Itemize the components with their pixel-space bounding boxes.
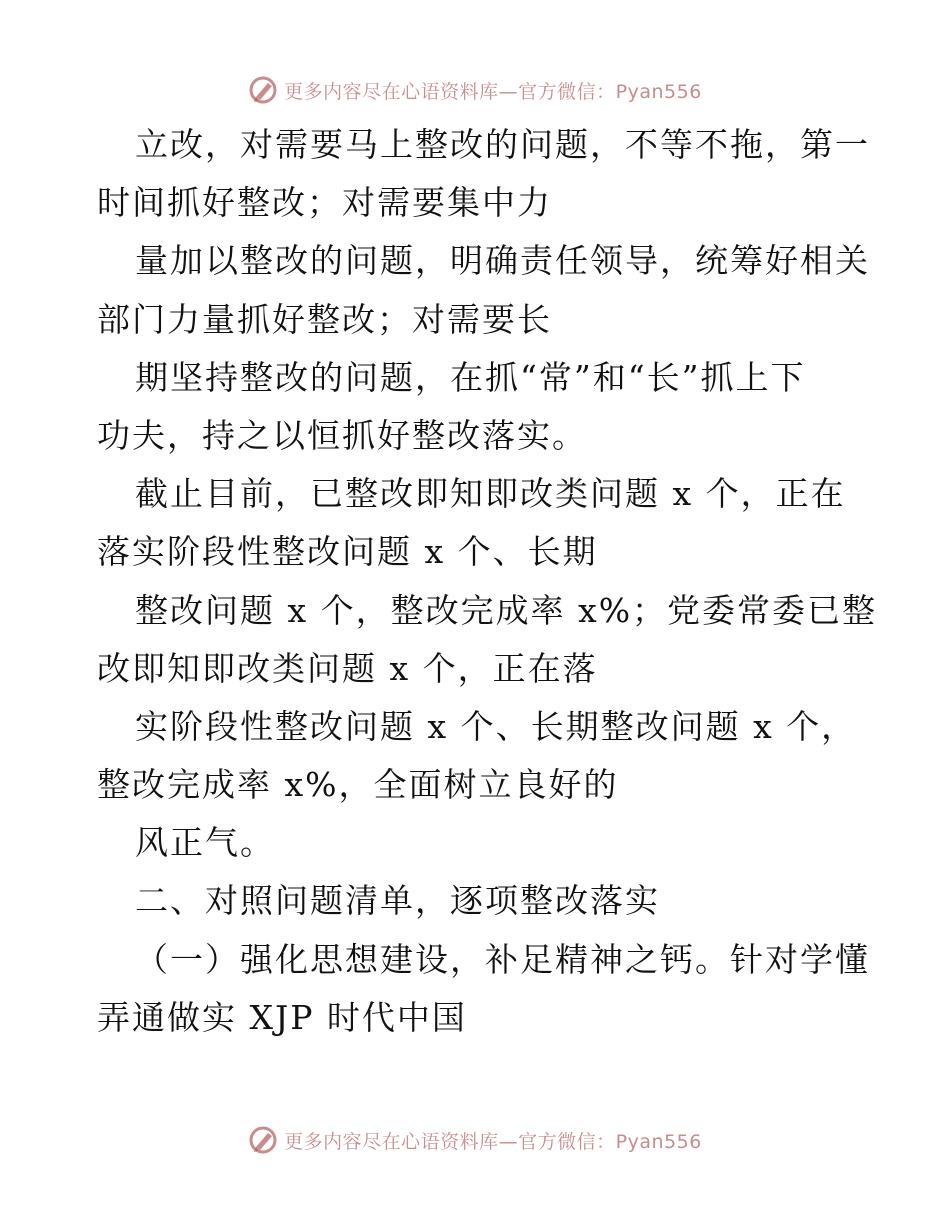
text-line: 立改，对需要马上整改的问题，不等不拖，第一: [135, 125, 870, 164]
text-line: 量加以整改的问题，明确责任领导，统筹好相关: [135, 241, 870, 281]
text-line: 功夫，持之以恒抓好整改落实。: [97, 415, 587, 455]
text-line: 改即知即改类问题 x 个，正在落: [97, 648, 598, 688]
text-line: 弄通做实 XJP 时代中国: [97, 997, 467, 1037]
pen-logo-icon: [248, 1125, 278, 1155]
text-line: 实阶段性整改问题 x 个、长期整改问题 x 个，: [135, 706, 857, 746]
text-line: 时间抓好整改；对需要集中力: [97, 183, 552, 223]
footer-watermark: [0, 1120, 950, 1160]
footer-watermark-text: 更多内容尽在心语资料库—官方微信：Pyan556: [284, 1130, 702, 1153]
text-line: 部门力量抓好整改；对需要长: [97, 299, 552, 339]
document-body: [97, 116, 878, 1047]
text-line: 截止目前，已整改即知即改类问题 x 个，正在: [135, 474, 846, 514]
pen-logo-icon: [248, 75, 278, 105]
header-watermark-text: 更多内容尽在心语资料库—官方微信：Pyan556: [284, 80, 702, 103]
text-line: 期坚持整改的问题，在抓“常”和“长”抓上下: [135, 357, 806, 397]
text-line: （一）强化思想建设，补足精神之钙。针对学懂: [135, 939, 870, 979]
text-line: 整改完成率 x%，全面树立良好的: [97, 765, 619, 805]
text-line: 整改问题 x 个，整改完成率 x%；党委常委已整: [135, 590, 878, 630]
text-line: 二、对照问题清单，逐项整改落实: [135, 881, 660, 921]
header-watermark: [0, 70, 950, 110]
text-line: 风正气。: [135, 823, 275, 863]
text-line: 落实阶段性整改问题 x 个、长期: [97, 532, 598, 572]
